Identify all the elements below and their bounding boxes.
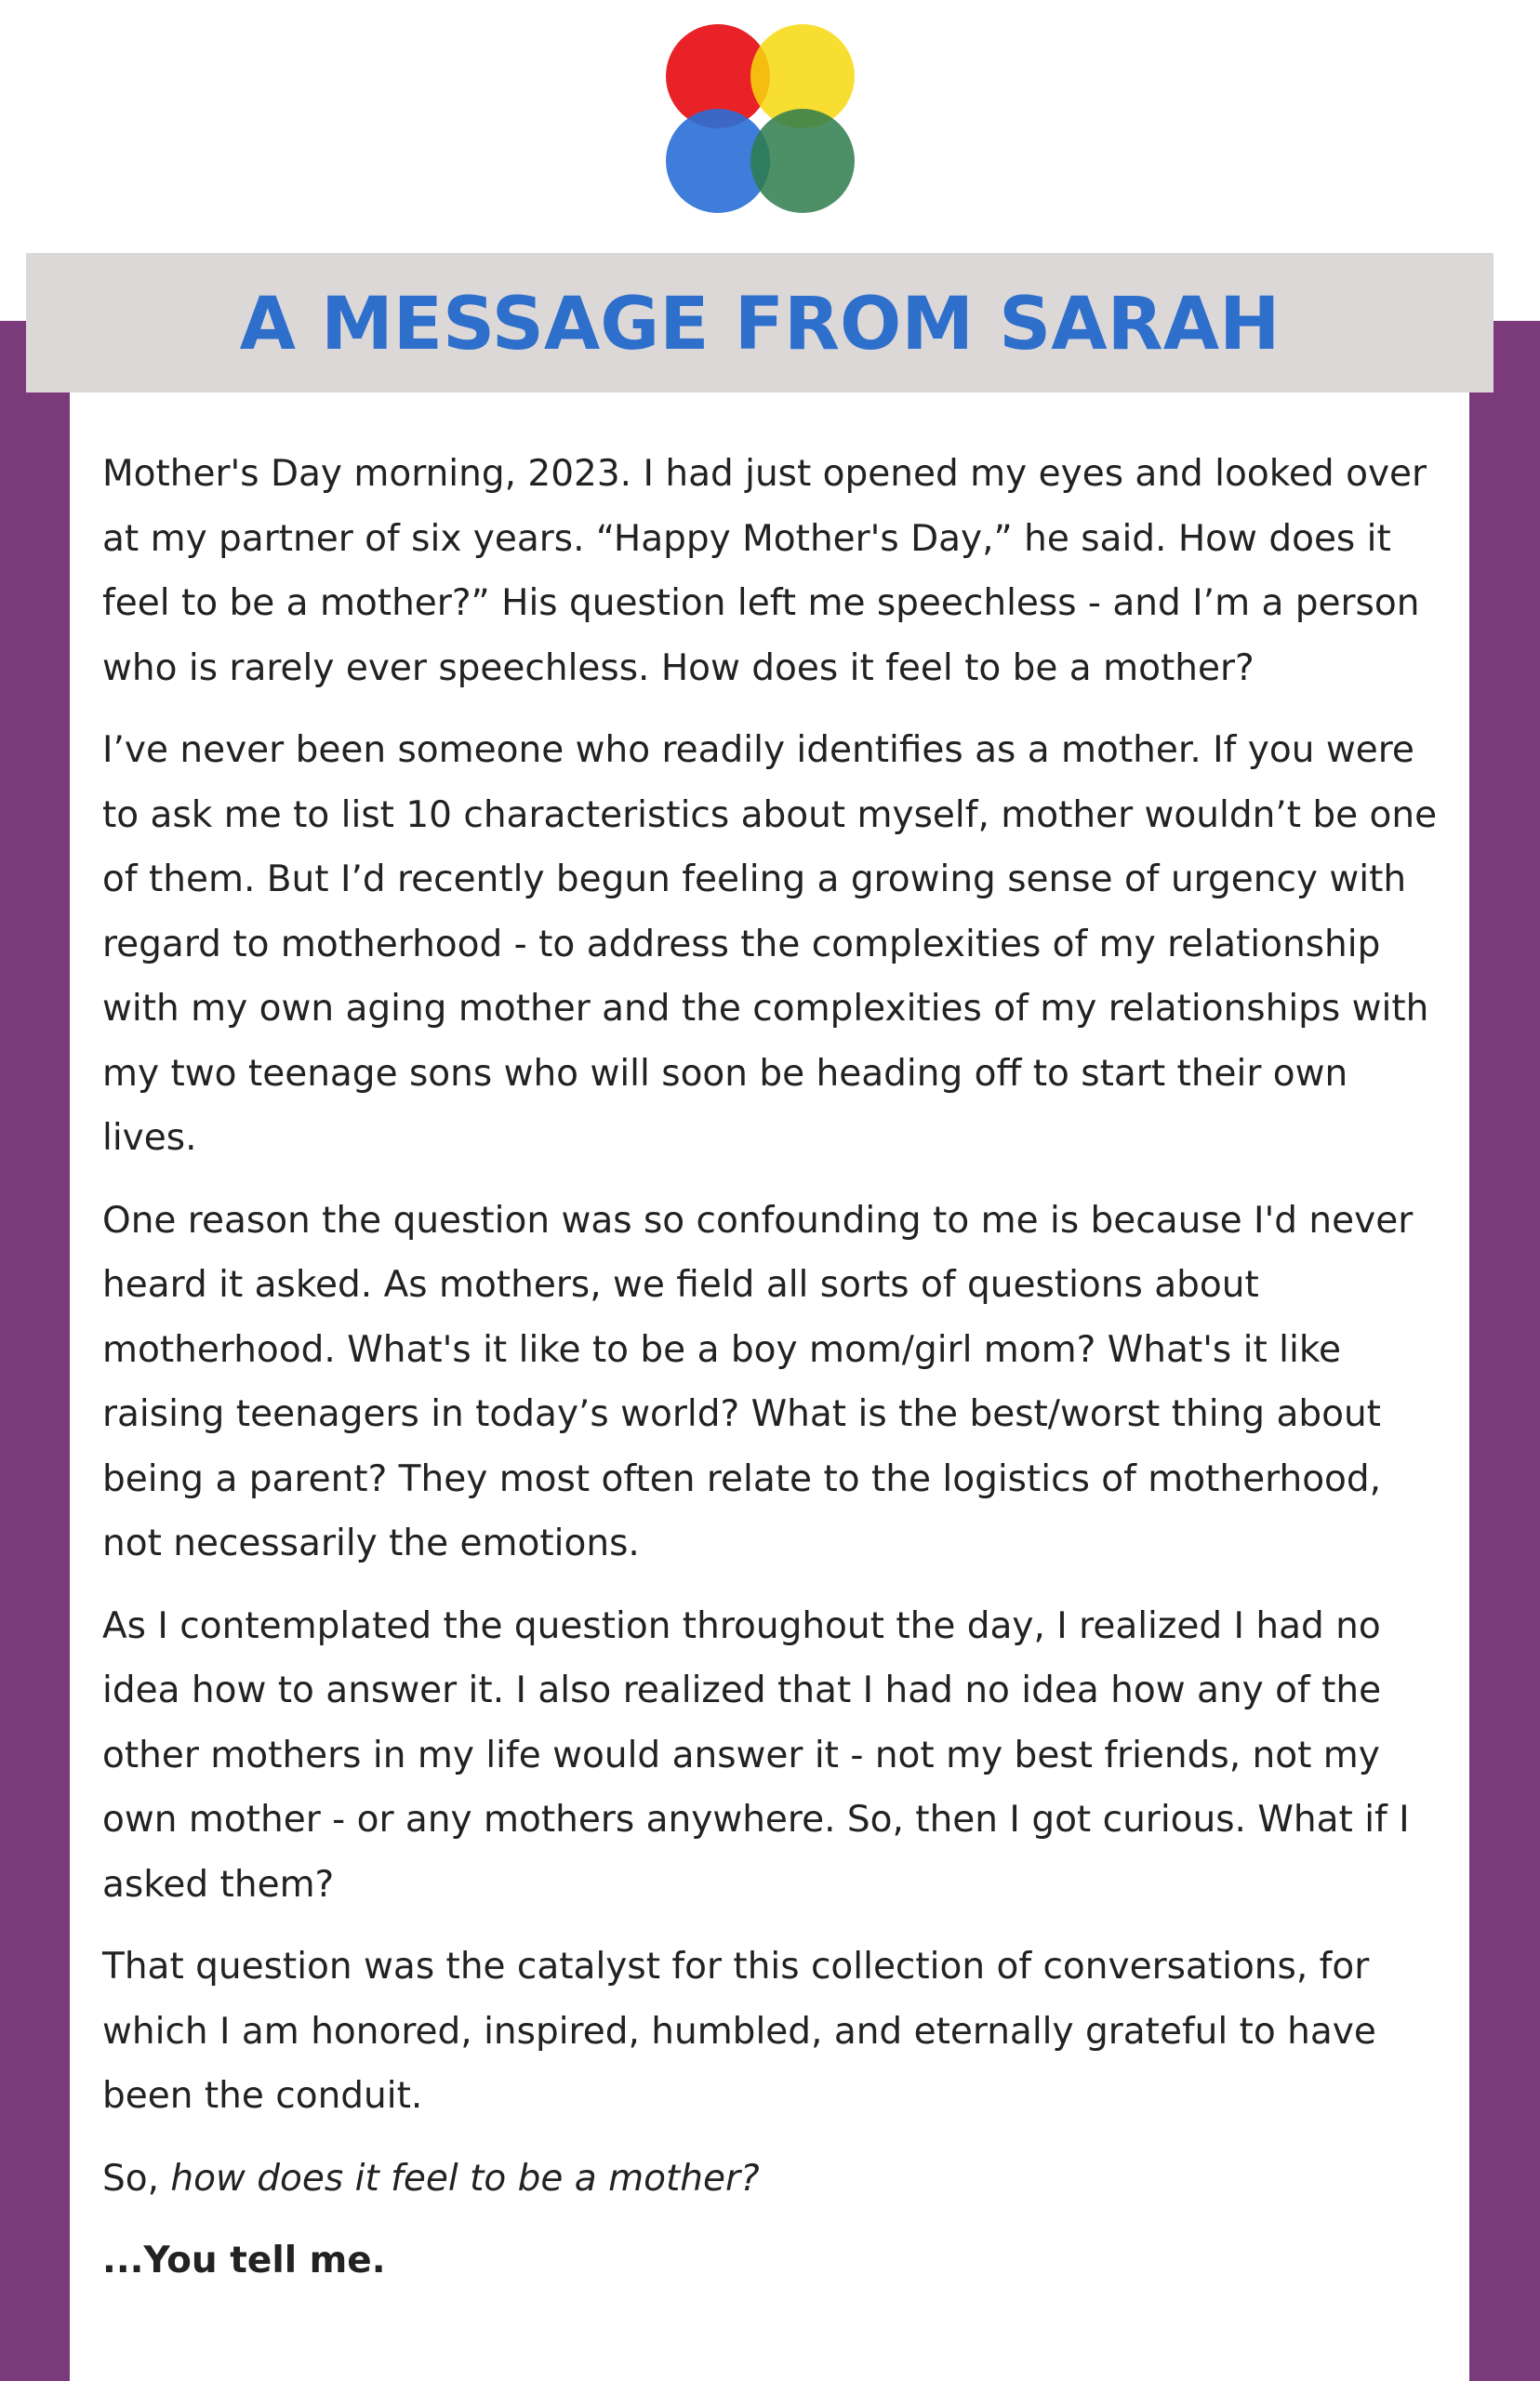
letter-paragraph: Mother's Day morning, 2023. I had just opened my eyes and looked over at my partner of six years. “Happy Mother's Day,” he said. How does it feel to be a mother?” His question left me speechless - and I’m a person who is rarely ever speechless. How does it feel to be a mother?: [102, 453, 1427, 689]
title-banner: [26, 253, 1494, 392]
letter-paragraph: That question was the catalyst for this collection of conversations, for which I am honored, inspired, humbled, and eternally grateful to have been the conduit.: [102, 1946, 1376, 2117]
page-title: A MESSAGE FROM SARAH: [239, 283, 1281, 366]
closing-question: how does it feel to be a mother?: [170, 2157, 760, 2200]
logo-circle-green: [750, 109, 855, 213]
four-overlapping-circles-logo: [656, 14, 865, 223]
letter-paragraph: As I contemplated the question throughout the day, I realized I had no idea how to answer it. I also realized that I had no idea how any of the other mothers in my life would answer it - not my best friends, not my own mother - or any mothers anywhere. So, then I got curious. What if I asked them?: [102, 1604, 1410, 1906]
letter-body: [102, 442, 1441, 2311]
sign-off: ...You tell me.: [102, 2240, 386, 2281]
closing-prefix: So,: [102, 2157, 171, 2200]
closing-line: [102, 2147, 1441, 2212]
letter-paragraph: One reason the question was so confounding to me is because I'd never heard it asked. As mothers, we field all sorts of questions about motherhood. What's it like to be a boy mom/girl mom? What's it like raising teenagers in today’s world? What is the best/worst thing about being a parent? They most often relate to the logistics of motherhood, not necessarily the emotions.: [102, 1199, 1414, 1564]
letter-paragraph: I’ve never been someone who readily identifies as a mother. If you were to ask me to list 10 characteristics about myself, mother wouldn’t be one of them. But I’d recently begun feeling a growing sense of urgency with regard to motherhood - to address the complexities of my relationship with my own aging mother and the complexities of my relationships with my two teenage sons who will soon be heading off to start their own lives.: [102, 729, 1438, 1159]
